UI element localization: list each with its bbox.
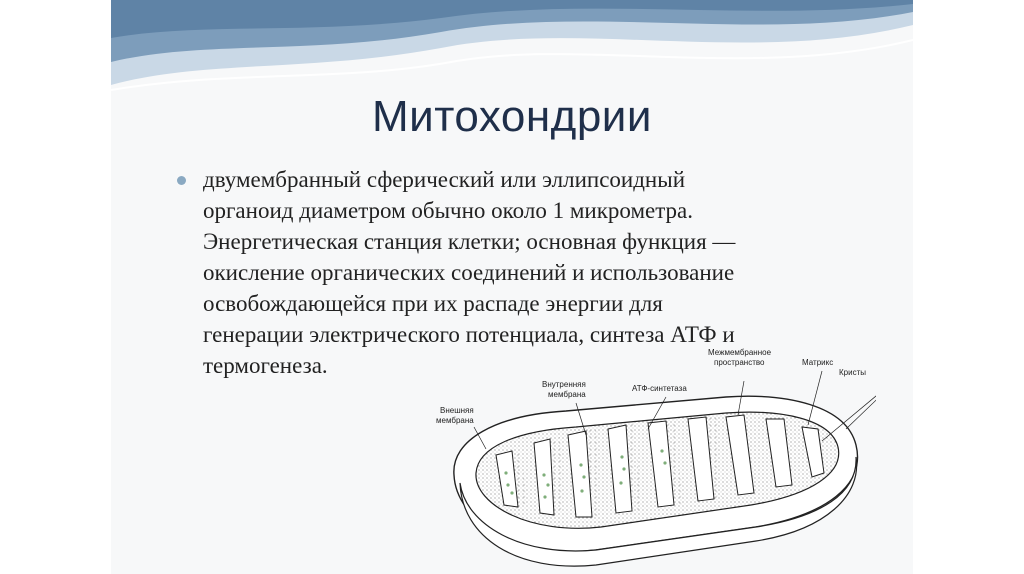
label-outer-membrane-2: мембрана	[436, 416, 474, 425]
label-outer-membrane-1: Внешняя	[440, 406, 474, 415]
label-inner-membrane-1: Внутренняя	[542, 380, 586, 389]
bullet-text: двумембранный сферический или эллипсоидный органоид диаметром обычно около 1 микрометра. Энергетическая станция клетки; основная функция — окисление органических соединений и использование освобождающейся при их распаде энергии для генерации электрического потенциала, синтеза АТФ и термогенеза.	[203, 167, 736, 378]
slide-title: Митохондрии	[372, 92, 652, 141]
label-matrix: Матрикс	[802, 358, 834, 367]
bullet-icon	[177, 176, 186, 185]
mitochondrion-diagram	[426, 345, 876, 570]
slide	[111, 0, 913, 574]
label-intermembrane-1: Межмембранное	[708, 348, 772, 357]
label-inner-membrane-2: мембрана	[548, 390, 586, 399]
label-atp-synthase: АТФ-синтетаза	[632, 384, 687, 393]
label-intermembrane-2: пространство	[714, 358, 765, 367]
label-cristae: Кристы	[839, 368, 866, 377]
